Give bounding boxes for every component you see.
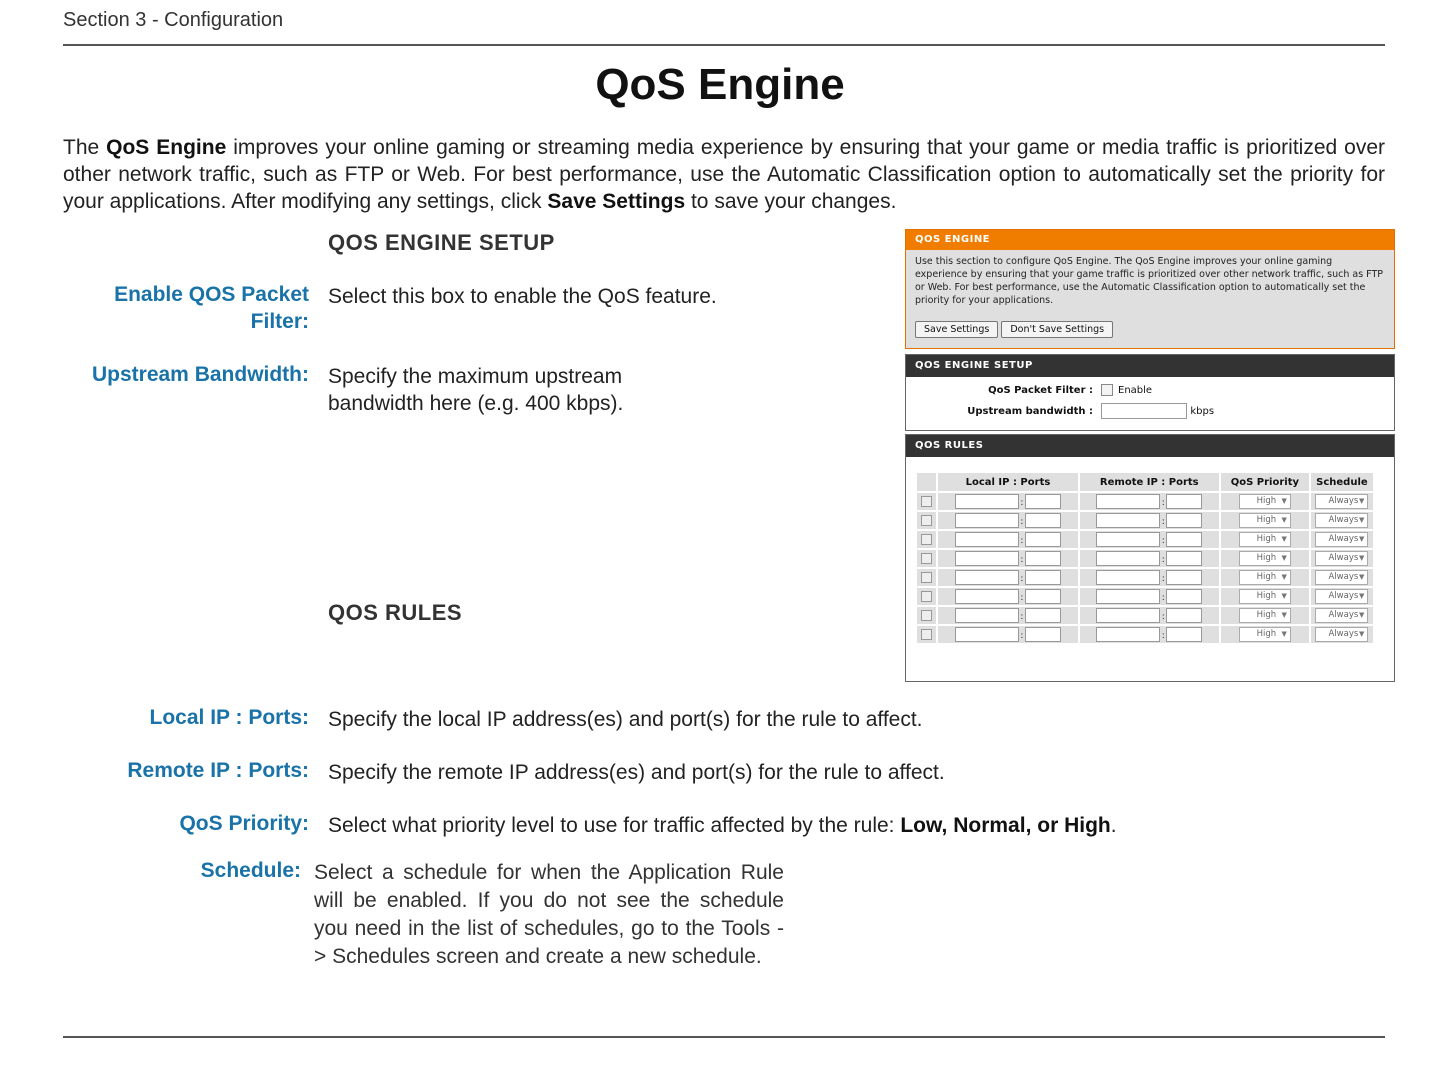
schedule-cell <box>1311 550 1373 567</box>
chevron-down-icon: ▼ <box>1281 516 1287 524</box>
chevron-down-icon: ▼ <box>1281 554 1287 562</box>
remote-port-input[interactable] <box>1166 513 1202 528</box>
local-colon: : <box>1020 554 1024 565</box>
intro-paragraph <box>63 134 1385 215</box>
local-ip-cell <box>938 512 1077 529</box>
rule-enable-checkbox[interactable] <box>921 629 932 640</box>
priority-value: High <box>1256 534 1277 544</box>
schedule-select[interactable] <box>1315 494 1368 509</box>
priority-select[interactable] <box>1239 532 1291 547</box>
remote-colon: : <box>1161 611 1165 622</box>
local-port-input[interactable] <box>1025 627 1061 642</box>
remote-ip-input[interactable] <box>1096 570 1160 585</box>
bottom-divider <box>63 1036 1385 1038</box>
remote-port-input[interactable] <box>1166 589 1202 604</box>
table-row <box>917 493 1373 510</box>
schedule-cell <box>1311 569 1373 586</box>
desc-upstream-line1: Specify the maximum upstream <box>328 365 623 388</box>
remote-ip-input[interactable] <box>1096 494 1160 509</box>
rule-enable-checkbox[interactable] <box>921 515 932 526</box>
remote-colon: : <box>1161 630 1165 641</box>
rule-select-cell <box>917 550 936 567</box>
schedule-cell <box>1311 588 1373 605</box>
remote-colon: : <box>1161 554 1165 565</box>
rule-select-cell <box>917 493 936 510</box>
local-ip-cell <box>938 607 1077 624</box>
rule-enable-checkbox[interactable] <box>921 610 932 621</box>
chevron-down-icon: ▼ <box>1281 535 1287 543</box>
remote-ip-cell <box>1080 493 1219 510</box>
desc-qos-priority-end: . <box>1110 814 1117 837</box>
schedule-value: Always <box>1328 553 1359 563</box>
remote-ip-cell <box>1080 569 1219 586</box>
rule-select-cell <box>917 588 936 605</box>
priority-select[interactable] <box>1239 627 1291 642</box>
table-row <box>917 550 1373 567</box>
local-ip-input[interactable] <box>955 532 1019 547</box>
term-enable-qos <box>9 281 309 335</box>
qos-setup-panel <box>905 354 1395 431</box>
desc-qos-priority <box>328 812 1117 839</box>
local-ip-cell <box>938 588 1077 605</box>
local-port-input[interactable] <box>1025 608 1061 623</box>
remote-colon: : <box>1161 573 1165 584</box>
schedule-select[interactable] <box>1315 513 1368 528</box>
save-settings-button[interactable]: Save Settings <box>915 321 998 338</box>
local-port-input[interactable] <box>1025 513 1061 528</box>
remote-colon: : <box>1161 497 1165 508</box>
upstream-label: Upstream bandwidth : <box>967 406 1093 417</box>
qos-rules-header-row <box>917 473 1373 491</box>
local-port-input[interactable] <box>1025 589 1061 604</box>
remote-ip-input[interactable] <box>1096 551 1160 566</box>
intro-text-3: to save your changes. <box>685 190 897 213</box>
table-row <box>917 588 1373 605</box>
rule-enable-checkbox[interactable] <box>921 496 932 507</box>
schedule-value: Always <box>1328 629 1359 639</box>
rule-enable-checkbox[interactable] <box>921 534 932 545</box>
chevron-down-icon: ▼ <box>1359 554 1365 562</box>
local-ip-cell <box>938 493 1077 510</box>
priority-value: High <box>1256 553 1277 563</box>
dont-save-settings-button[interactable]: Don't Save Settings <box>1001 321 1113 338</box>
rule-select-cell <box>917 531 936 548</box>
term-remote-ip: Remote IP : Ports: <box>127 759 309 782</box>
chevron-down-icon: ▼ <box>1359 592 1365 600</box>
priority-cell <box>1221 569 1309 586</box>
section-header: Section 3 - Configuration <box>63 9 284 31</box>
table-row <box>917 607 1373 624</box>
local-ip-input[interactable] <box>955 494 1019 509</box>
priority-value: High <box>1256 629 1277 639</box>
schedule-value: Always <box>1328 572 1359 582</box>
chevron-down-icon: ▼ <box>1281 497 1287 505</box>
schedule-cell <box>1311 626 1373 643</box>
schedule-select[interactable] <box>1315 570 1368 585</box>
upstream-row <box>906 403 1214 419</box>
remote-ip-input[interactable] <box>1096 608 1160 623</box>
schedule-select[interactable] <box>1315 627 1368 642</box>
remote-port-input[interactable] <box>1166 551 1202 566</box>
remote-port-input[interactable] <box>1166 494 1202 509</box>
remote-ip-cell <box>1080 626 1219 643</box>
priority-cell <box>1221 493 1309 510</box>
local-ip-cell <box>938 550 1077 567</box>
priority-select[interactable] <box>1239 513 1291 528</box>
schedule-cell <box>1311 531 1373 548</box>
rule-select-cell <box>917 626 936 643</box>
remote-port-input[interactable] <box>1166 608 1202 623</box>
remote-ip-input[interactable] <box>1096 589 1160 604</box>
top-divider <box>63 44 1385 46</box>
remote-colon: : <box>1161 592 1165 603</box>
upstream-unit: kbps <box>1190 406 1215 417</box>
priority-cell <box>1221 607 1309 624</box>
priority-value: High <box>1256 591 1277 601</box>
local-port-input[interactable] <box>1025 570 1061 585</box>
term-local-ip: Local IP : Ports: <box>149 706 309 729</box>
schedule-select[interactable] <box>1315 608 1368 623</box>
local-ip-cell <box>938 531 1077 548</box>
remote-port-input[interactable] <box>1166 532 1202 547</box>
intro-text-2: improves your online gaming or streaming media experience by ensuring that your game or media traffic is prioritized over other network traffic, such as FTP or Web. For best performance, use the Automatic Classification option to automatically set the priority for your applications. After modifying any settings, click <box>63 136 1385 213</box>
local-ip-input[interactable] <box>955 513 1019 528</box>
priority-select[interactable] <box>1239 608 1291 623</box>
remote-ip-input[interactable] <box>1096 532 1160 547</box>
schedule-value: Always <box>1328 515 1359 525</box>
term-enable-qos-line1: Enable QOS Packet <box>114 283 309 306</box>
desc-enable-qos: Select this box to enable the QoS feature. <box>328 285 717 308</box>
local-colon: : <box>1020 573 1024 584</box>
rule-select-cell <box>917 569 936 586</box>
enable-label: Enable <box>1118 385 1153 396</box>
header-local-ip: Local IP : Ports <box>938 473 1077 491</box>
enable-qos-checkbox[interactable] <box>1101 384 1113 396</box>
term-upstream: Upstream Bandwidth: <box>91 363 309 386</box>
local-ip-cell <box>938 569 1077 586</box>
priority-value: High <box>1256 610 1277 620</box>
rule-select-cell <box>917 512 936 529</box>
qos-rules-panel-title: QOS RULES <box>906 435 1394 457</box>
header-qos-priority: QoS Priority <box>1221 473 1309 491</box>
schedule-select[interactable] <box>1315 532 1368 547</box>
intro-text-1: The <box>63 136 107 159</box>
priority-cell <box>1221 531 1309 548</box>
chevron-down-icon: ▼ <box>1281 592 1287 600</box>
priority-select[interactable] <box>1239 570 1291 585</box>
schedule-value: Always <box>1328 591 1359 601</box>
local-ip-input[interactable] <box>955 608 1019 623</box>
packet-filter-label: QoS Packet Filter : <box>988 385 1093 396</box>
priority-cell <box>1221 512 1309 529</box>
remote-ip-cell <box>1080 531 1219 548</box>
local-colon: : <box>1020 497 1024 508</box>
remote-ip-input[interactable] <box>1096 513 1160 528</box>
local-port-input[interactable] <box>1025 494 1061 509</box>
qos-setup-panel-title: QOS ENGINE SETUP <box>906 355 1394 377</box>
desc-qos-priority-levels: Low, Normal, or High <box>900 814 1111 837</box>
desc-schedule: Select a schedule for when the Application Rule will be enabled. If you do not see the schedule you need in the list of schedules, go to the Tools -> Schedules screen and create a new schedule. <box>314 861 784 968</box>
desc-upstream <box>328 363 623 417</box>
table-row <box>917 512 1373 529</box>
setup-heading: QOS ENGINE SETUP <box>328 230 555 255</box>
rule-select-cell <box>917 607 936 624</box>
priority-cell <box>1221 626 1309 643</box>
local-ip-input[interactable] <box>955 627 1019 642</box>
local-ip-cell <box>938 626 1077 643</box>
qos-engine-panel <box>905 229 1395 349</box>
priority-value: High <box>1256 496 1277 506</box>
remote-port-input[interactable] <box>1166 570 1202 585</box>
rule-enable-checkbox[interactable] <box>921 591 932 602</box>
schedule-value: Always <box>1328 496 1359 506</box>
desc-upstream-line2: bandwidth here (e.g. 400 kbps). <box>328 392 624 415</box>
priority-value: High <box>1256 515 1277 525</box>
local-ip-input[interactable] <box>955 570 1019 585</box>
schedule-select[interactable] <box>1315 551 1368 566</box>
qos-engine-panel-text: Use this section to configure QoS Engine. The QoS Engine improves your online gaming experience by ensuring that your game traffic is prioritized over other network traffic, such as FTP or Web. For best performance, use the Automatic Classification option to automatically set the priority for your applications. <box>915 256 1384 306</box>
schedule-value: Always <box>1328 610 1359 620</box>
local-port-input[interactable] <box>1025 551 1061 566</box>
qos-rules-panel <box>905 434 1395 682</box>
term-qos-priority: QoS Priority: <box>179 812 309 835</box>
chevron-down-icon: ▼ <box>1281 611 1287 619</box>
header-remote-ip: Remote IP : Ports <box>1080 473 1219 491</box>
chevron-down-icon: ▼ <box>1359 497 1365 505</box>
header-select <box>917 473 936 491</box>
remote-colon: : <box>1161 516 1165 527</box>
intro-bold-save-settings: Save Settings <box>547 190 686 213</box>
remote-ip-cell <box>1080 512 1219 529</box>
local-colon: : <box>1020 611 1024 622</box>
desc-qos-priority-text: Select what priority level to use for traffic affected by the rule: <box>328 814 901 837</box>
schedule-cell <box>1311 493 1373 510</box>
local-colon: : <box>1020 516 1024 527</box>
chevron-down-icon: ▼ <box>1359 573 1365 581</box>
rules-heading: QOS RULES <box>328 600 463 625</box>
desc-local-ip: Specify the local IP address(es) and port(s) for the rule to affect. <box>328 708 923 731</box>
priority-select[interactable] <box>1239 589 1291 604</box>
schedule-cell <box>1311 512 1373 529</box>
schedule-cell <box>1311 607 1373 624</box>
local-ip-input[interactable] <box>955 589 1019 604</box>
local-port-input[interactable] <box>1025 532 1061 547</box>
remote-ip-input[interactable] <box>1096 627 1160 642</box>
page-title: QoS Engine <box>595 60 845 109</box>
chevron-down-icon: ▼ <box>1359 516 1365 524</box>
local-colon: : <box>1020 630 1024 641</box>
chevron-down-icon: ▼ <box>1359 535 1365 543</box>
rule-enable-checkbox[interactable] <box>921 572 932 583</box>
priority-cell <box>1221 550 1309 567</box>
local-ip-input[interactable] <box>955 551 1019 566</box>
desc-remote-ip: Specify the remote IP address(es) and port(s) for the rule to affect. <box>328 761 945 784</box>
priority-value: High <box>1256 572 1277 582</box>
header-schedule: Schedule <box>1311 473 1373 491</box>
remote-ip-cell <box>1080 550 1219 567</box>
chevron-down-icon: ▼ <box>1359 611 1365 619</box>
intro-bold-qos-engine: QoS Engine <box>106 136 227 159</box>
qos-rules-table <box>915 471 1375 645</box>
priority-cell <box>1221 588 1309 605</box>
table-row <box>917 569 1373 586</box>
remote-colon: : <box>1161 535 1165 546</box>
chevron-down-icon: ▼ <box>1281 630 1287 638</box>
local-colon: : <box>1020 535 1024 546</box>
priority-select[interactable] <box>1239 494 1291 509</box>
priority-select[interactable] <box>1239 551 1291 566</box>
remote-port-input[interactable] <box>1166 627 1202 642</box>
packet-filter-row <box>906 384 1152 396</box>
schedule-value: Always <box>1328 534 1359 544</box>
table-row <box>917 626 1373 643</box>
chevron-down-icon: ▼ <box>1359 630 1365 638</box>
local-colon: : <box>1020 592 1024 603</box>
remote-ip-cell <box>1080 588 1219 605</box>
term-enable-qos-line2: Filter: <box>250 310 309 333</box>
qos-engine-panel-title: QOS ENGINE <box>906 230 1394 250</box>
remote-ip-cell <box>1080 607 1219 624</box>
chevron-down-icon: ▼ <box>1281 573 1287 581</box>
qos-engine-button-row <box>915 321 1116 338</box>
term-schedule: Schedule: <box>200 859 301 882</box>
table-row <box>917 531 1373 548</box>
rule-enable-checkbox[interactable] <box>921 553 932 564</box>
schedule-select[interactable] <box>1315 589 1368 604</box>
upstream-bandwidth-input[interactable] <box>1101 403 1187 419</box>
